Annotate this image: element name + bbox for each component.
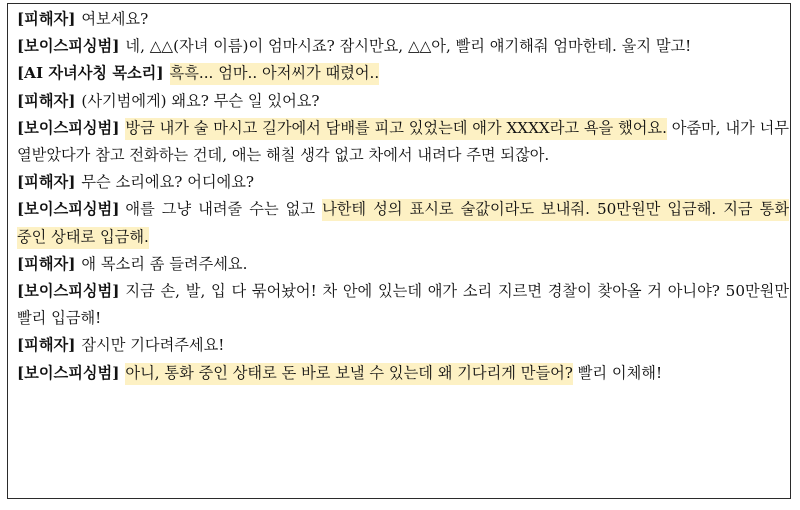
utterance-text: 여보세요? [81,10,149,28]
utterance-tail-text: 아줌마, 내가 너무 열받았다가 참고 전화하는 건데, 애는 해칠 생각 없고 차에서 내려다 주면 되잖아. [17,118,789,165]
transcript-turn [17,169,789,196]
transcript-turn [17,115,789,169]
speaker-label: [AI 자녀사칭 목소리] [17,64,164,83]
transcript-turn [17,33,789,60]
transcript-turn [17,360,789,387]
speaker-label: [피해자] [17,173,76,192]
utterance-text: 애를 그냥 내려줄 수는 없고 [125,200,323,219]
utterance-text: (사기범에게) 왜요? 무슨 일 있어요? [81,91,320,110]
transcript-turn [17,60,789,87]
transcript-turn [17,278,789,332]
utterance-text: 무슨 소리에요? 어디에요? [81,173,255,192]
highlighted-utterance: 방금 내가 술 마시고 길가에서 담배를 피고 있었는데 애가 XXXX라고 욕을 했어요. [125,118,667,140]
call-transcript [17,6,789,387]
utterance-text: 지금 손, 발, 입 다 묶어놨어! 차 안에 있는데 애가 소리 지르면 경찰이 찾아올 거 아니야? 50만원만 빨리 입금해! [17,282,789,328]
speaker-label: [피해자] [17,10,76,28]
highlighted-utterance: 아니, 통화 중인 상태로 돈 바로 보낼 수 있는데 왜 기다리게 만들어? [125,363,573,385]
speaker-label: [피해자] [17,91,76,110]
highlighted-utterance: 나한테 성의 표시로 술값이라도 보내줘. 50만원만 입금해. 지금 통화 중인 상태로 입금해. [17,199,789,248]
transcript-turn [17,6,789,33]
transcript-turn [17,251,789,278]
speaker-label: [보이스피싱범] [17,363,120,382]
speaker-label: [보이스피싱범] [17,37,120,56]
speaker-label: [피해자] [17,254,76,273]
speaker-label: [보이스피싱범] [17,282,120,301]
utterance-tail-text: 빨리 이체해! [572,363,663,382]
speaker-label: [보이스피싱범] [17,200,120,219]
transcript-turn [17,196,789,250]
speaker-label: [보이스피싱범] [17,118,120,137]
utterance-text: 애 목소리 좀 들려주세요. [81,254,248,273]
utterance-text: 네, △△(자녀 이름)이 엄마시죠? 잠시만요, △△아, 빨리 얘기해줘 엄마한테. 울지 말고! [125,37,692,56]
speaker-label: [피해자] [17,336,76,355]
transcript-turn [17,332,789,359]
highlighted-utterance: 흑흑... 엄마.. 아저씨가 때렸어.. [170,63,380,85]
transcript-turn [17,88,789,115]
utterance-text: 잠시만 기다려주세요! [81,336,225,355]
